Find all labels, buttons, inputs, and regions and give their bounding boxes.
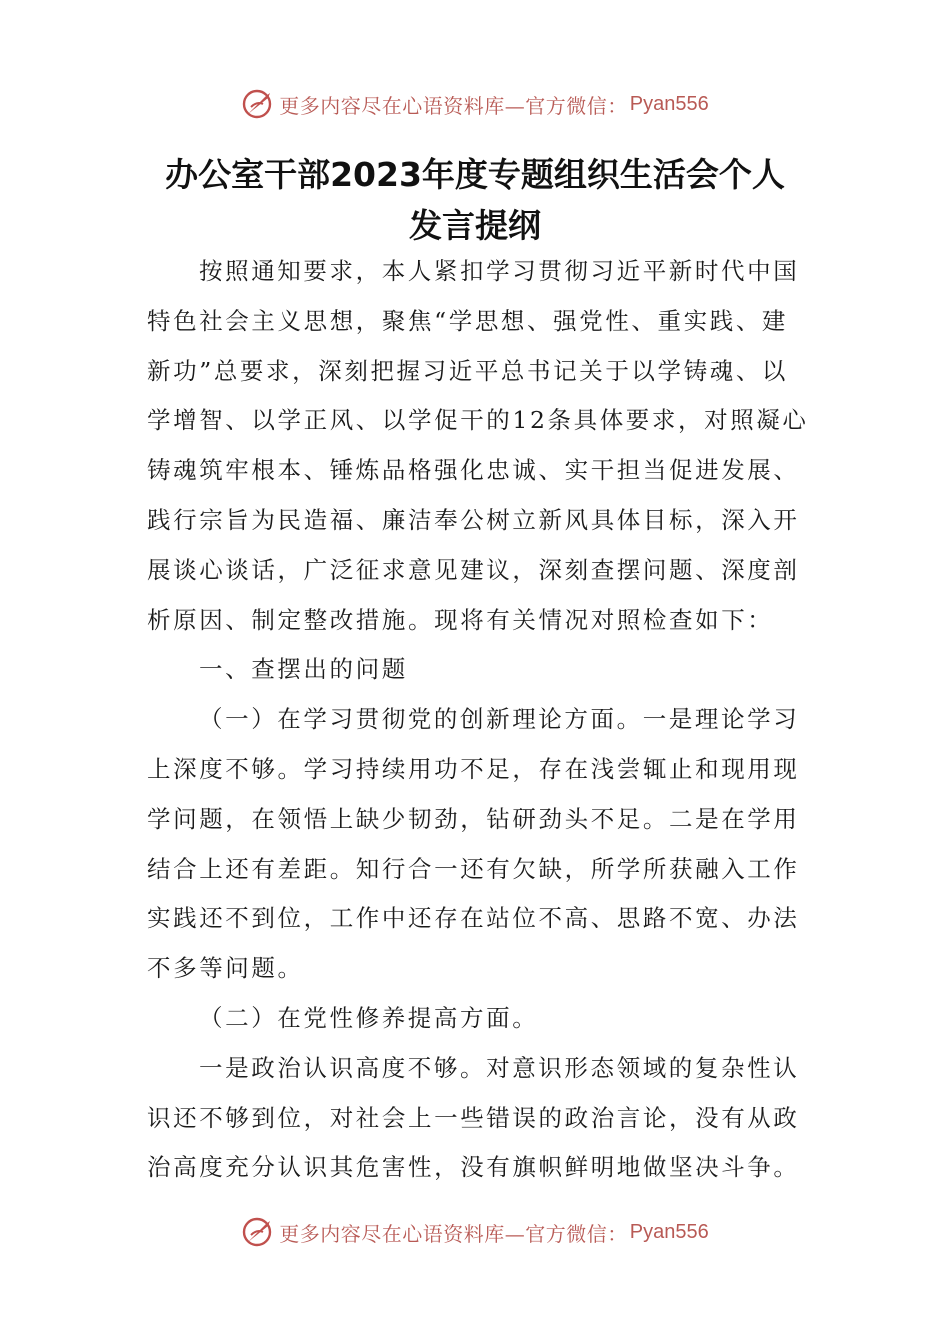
body-line: 展谈心谈话，广泛征求意见建议，深刻查摆问题、深度剖 [147,555,800,584]
pen-logo-icon [241,87,275,121]
body-line: 铸魂筑牢根本、锤炼品格强化忠诚、实干担当促进发展、 [147,456,800,485]
body-line: 新功”总要求，深刻把握习近平总书记关于以学铸魂、以 [147,356,789,385]
section-heading: 一、查摆出的问题 [199,655,408,684]
subsection-heading: （一）在学习贯彻党的创新理论方面。一是理论学习 [199,705,800,734]
body-line: 析原因、制定整改措施。现将有关情况对照检查如下： [147,605,774,634]
watermark-banner-top [0,84,950,124]
watermark-banner-bottom [0,1212,950,1252]
body-line: 学增智、以学正风、以学促干的12条具体要求，对照凝心 [147,406,809,435]
body-line: 学问题，在领悟上缺少韧劲，钻研劲头不足。二是在学用 [147,804,800,833]
body-line: 识还不够到位，对社会上一些错误的政治言论，没有从政 [147,1103,800,1132]
body-line: 实践还不到位，工作中还存在站位不高、思路不宽、办法 [147,904,800,933]
banner-text: 更多内容尽在心语资料库—官方微信： [279,93,628,118]
body-line: 特色社会主义思想，聚焦“学思想、强党性、重实践、建 [147,306,789,335]
pen-logo-icon [241,1215,275,1249]
banner-wechat-id: Pyan556 [629,1220,709,1243]
document-title-line-2: 发言提纲 [409,206,541,245]
subsection-heading: （二）在党性修养提高方面。 [199,1003,539,1032]
document-title-line-1: 办公室干部2023年度专题组织生活会个人 [165,155,785,194]
banner-wechat-id: Pyan556 [629,92,709,115]
body-line: 不多等问题。 [147,954,304,983]
body-line: 结合上还有差距。知行合一还有欠缺，所学所获融入工作 [147,854,800,883]
body-line: 一是政治认识高度不够。对意识形态领域的复杂性认 [199,1053,800,1082]
body-line: 践行宗旨为民造福、廉洁奉公树立新风具体目标，深入开 [147,505,800,534]
body-line: 上深度不够。学习持续用功不足，存在浅尝辄止和现用现 [147,754,800,783]
document-body [147,247,807,1193]
body-line: 治高度充分认识其危害性，没有旗帜鲜明地做坚决斗争。 [147,1153,800,1182]
body-line: 按照通知要求，本人紧扣学习贯彻习近平新时代中国 [199,257,800,285]
banner-text: 更多内容尽在心语资料库—官方微信： [279,1221,628,1246]
